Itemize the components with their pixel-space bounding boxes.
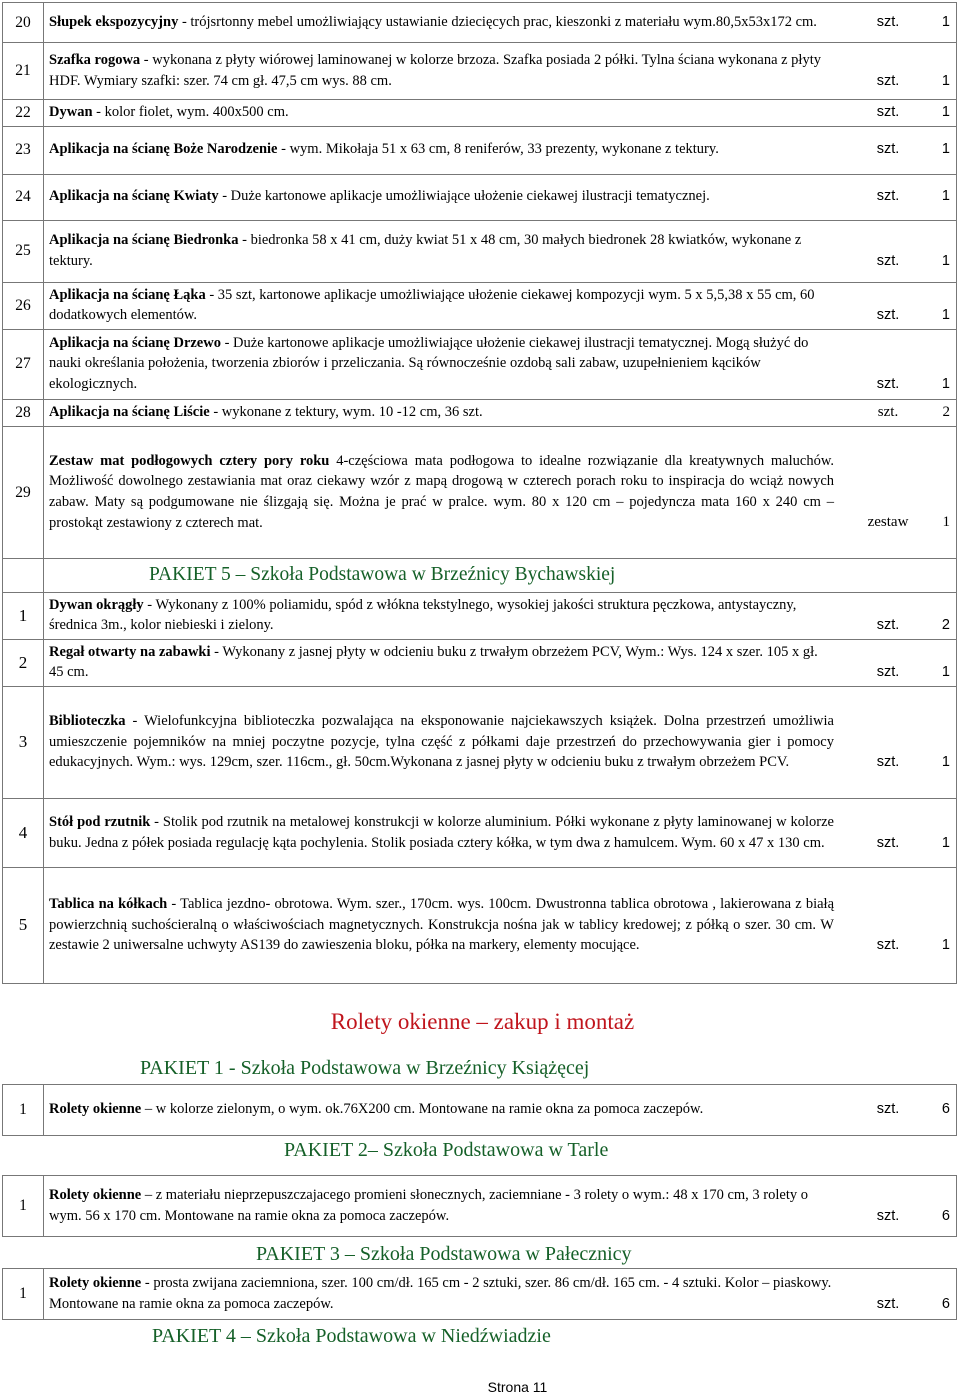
row-number: 28	[3, 399, 44, 426]
row-description	[44, 1269, 957, 1320]
unit: szt.	[876, 252, 900, 269]
row-number: 26	[3, 282, 44, 329]
item-text: – w kolorze zielonym, o wym. ok.76X200 cm. Montowane na ramie okna za pomoca zaczepów.	[141, 1101, 704, 1118]
item-text: - biedronka 58 x 41 cm, duży kwiat 51 x 48 cm, 30 małych biedronek 28 kwiatków, wykonane z tektury.	[49, 232, 802, 269]
unit: zestaw	[867, 513, 909, 530]
unit: szt.	[876, 72, 900, 89]
item-text: - prosta zwijana zaciemniona, szer. 100 cm/dł. 165 cm - 2 sztuki, szer. 86 cm/dł. 165 cm. - 4 sztuki. Kolor – piaskowy. Montowane na ramie okna za pomoca zaczepów.	[49, 1274, 832, 1312]
item-text: - Wykonany z 100% poliamidu, spód z włókna tekstylnego, wysokiej jakości struktura pęczkowa, antystayczny, średnica 3m., kolor niebieski i zielony.	[49, 596, 797, 634]
row-number: 20	[3, 3, 44, 43]
unit: szt.	[876, 1207, 900, 1224]
table-row	[3, 799, 957, 868]
item-name: Aplikacja na ścianę Kwiaty	[49, 188, 219, 205]
table-row	[3, 1176, 957, 1237]
row-number: 22	[3, 100, 44, 127]
item-name: Aplikacja na ścianę Łąka	[49, 286, 206, 303]
item-name: Aplikacja na ścianę Biedronka	[49, 232, 239, 248]
item-name: Dywan	[49, 104, 93, 120]
row-description	[44, 427, 957, 559]
item-text: - Duże kartonowe aplikacje umożliwiające ułożenie ciekawej ilustracji tematycznej.	[218, 188, 710, 205]
quantity: 1	[941, 104, 950, 120]
row-description	[44, 3, 957, 43]
quantity: 1	[941, 376, 950, 393]
pakiet3-title: PAKIET 3 – Szkoła Podstawowa w Pałecznicy	[256, 1243, 632, 1265]
row-number: 1	[3, 1269, 44, 1320]
item-name: Stół pod rzutnik	[49, 813, 151, 830]
quantity: 1	[941, 664, 950, 681]
unit: szt.	[877, 403, 899, 420]
item-text: - wykonana z płyty wiórowej laminowanej w kolorze brzoza. Szafka posiada 2 półki. Tylna ściana wykonana z płyty HDF. Wymiary szafki: szer. 74 cm gł. 47,5 cm wys. 88 cm.	[49, 51, 821, 89]
unit: szt.	[876, 664, 900, 681]
unit: szt.	[876, 307, 900, 324]
item-name: Biblioteczka	[49, 713, 126, 730]
quantity: 1	[941, 937, 950, 954]
unit: szt.	[876, 376, 900, 393]
row-description	[44, 799, 957, 868]
row-number: 1	[3, 1085, 44, 1136]
row-description	[44, 126, 957, 174]
item-text: - wykonane z tektury, wym. 10 -12 cm, 36 szt.	[209, 404, 483, 421]
row-description	[44, 868, 957, 984]
row-number: 1	[3, 592, 44, 639]
item-name: Szafka rogowa	[49, 51, 141, 68]
item-text: – z materiału nieprzepuszczajacego promieni słonecznych, zaciemniane - 3 rolety o wym.: 48 x 170 cm, 3 rolety o wym. 56 x 170 cm. Montowane na ramie okna za pomoca zaczepów.	[49, 1186, 808, 1224]
row-description	[44, 43, 957, 100]
table-row	[3, 427, 957, 559]
item-name: Rolety okienne	[49, 1274, 142, 1291]
unit: szt.	[876, 754, 900, 771]
table-row	[3, 282, 957, 329]
quantity: 1	[941, 834, 950, 851]
item-name: Słupek ekspozycyjny	[49, 13, 179, 30]
quantity: 1	[941, 72, 950, 89]
unit: szt.	[876, 1295, 900, 1312]
item-name: Tablica na kółkach	[49, 896, 168, 913]
page-number: Strona 11	[487, 1379, 548, 1395]
quantity: 6	[941, 1207, 950, 1224]
table-row	[3, 592, 957, 639]
unit: szt.	[876, 834, 900, 851]
pakiet4-title: PAKIET 4 – Szkoła Podstawowa w Niedźwiadzie	[152, 1325, 551, 1347]
quantity: 6	[941, 1295, 950, 1312]
row-description	[44, 1085, 957, 1136]
quantity: 2	[941, 617, 950, 634]
row-description	[44, 282, 957, 329]
item-name: Regał otwarty na zabawki	[49, 643, 211, 660]
row-description	[44, 1176, 957, 1237]
pakiet3-table	[2, 1268, 957, 1320]
item-text: - Stolik pod rzutnik na metalowej konstrukcji w kolorze aluminium. Półki wykonane z płyty laminowanej w kolorze buku. Jedna z półek posiada regulację kąta pochylenia. Stolik posiada cztery kółka, w tym dwa z hamulcem. Wym. 60 x 47 x 130 cm.	[49, 813, 834, 851]
row-description	[44, 174, 957, 220]
row-number: 21	[3, 43, 44, 100]
unit: szt.	[876, 13, 900, 30]
table-row	[3, 100, 957, 127]
row-number: 2	[3, 639, 44, 686]
unit: szt.	[876, 617, 900, 634]
empty-cell	[3, 559, 44, 593]
item-name: Rolety okienne	[49, 1186, 142, 1203]
pakiet1-table	[2, 1084, 957, 1136]
unit: szt.	[876, 937, 900, 954]
item-name: Rolety okienne	[49, 1101, 142, 1118]
quantity: 1	[942, 513, 950, 530]
row-description	[44, 592, 957, 639]
quantity: 1	[941, 252, 950, 269]
unit: szt.	[876, 104, 900, 120]
item-text: - kolor fiolet, wym. 400x500 cm.	[92, 104, 289, 120]
pakiet2-title: PAKIET 2– Szkoła Podstawowa w Tarle	[284, 1139, 609, 1161]
unit: szt.	[876, 141, 900, 158]
table-row	[3, 43, 957, 100]
quantity: 1	[941, 188, 950, 205]
item-text: - Wykonany z jasnej płyty w odcieniu buku z trwałym obrzeżem PCV, Wym.: Wys. 124 x szer. 105 x gł. 45 cm.	[49, 643, 818, 681]
row-number: 24	[3, 174, 44, 220]
quantity: 6	[941, 1101, 950, 1118]
unit: szt.	[876, 188, 900, 205]
item-name: Aplikacja na ścianę Boże Narodzenie	[49, 141, 278, 158]
quantity: 1	[941, 754, 950, 771]
row-description	[44, 100, 957, 127]
items-table	[2, 2, 957, 984]
table-row	[3, 1085, 957, 1136]
table-row	[3, 174, 957, 220]
item-name: Zestaw mat podłogowych cztery pory roku	[49, 452, 330, 469]
item-name: Dywan okrągły	[49, 596, 144, 613]
item-text: - Tablica jezdno- obrotowa. Wym. szer., 170cm. wys. 100cm. Dwustronna tablica obrotowa , lakierowana z białą powierzchnią suchościeralną o właściwościach magnetycznych. Konstrukcja nośna jak w tablicy kredowej; z półką o szer. 30 cm. W zestawie 2 uniwersalne uchwyty AS139 do zawieszenia bloku, półka na markery, elementy mocujące.	[49, 896, 835, 954]
quantity: 2	[942, 403, 950, 420]
table-row	[3, 329, 957, 399]
table-row	[3, 639, 957, 686]
pakiet1-title: PAKIET 1 - Szkoła Podstawowa w Brzeźnicy Książęcej	[140, 1057, 590, 1079]
row-number: 5	[3, 868, 44, 984]
pakiet5-title-cell	[44, 559, 957, 593]
row-number: 29	[3, 427, 44, 559]
table-row	[3, 868, 957, 984]
row-number: 1	[3, 1176, 44, 1237]
row-description	[44, 687, 957, 799]
pakiet5-title: PAKIET 5 – Szkoła Podstawowa w Brzeźnicy Bychawskiej	[149, 564, 616, 586]
item-text: - 35 szt, kartonowe aplikacje umożliwiające ułożenie ciekawej kompozycji wym. 5 x 5,5,38 x 55 cm, 60 dodatkowych elementów.	[49, 286, 815, 324]
row-description	[44, 220, 957, 282]
quantity: 1	[941, 141, 950, 158]
row-number: 3	[3, 687, 44, 799]
quantity: 1	[941, 13, 950, 30]
item-name: Aplikacja na ścianę Liście	[49, 404, 210, 421]
pakiet2-table	[2, 1175, 957, 1237]
item-name: Aplikacja na ścianę Drzewo	[49, 334, 221, 351]
quantity: 1	[941, 307, 950, 324]
row-description	[44, 329, 957, 399]
table-row	[3, 1269, 957, 1320]
item-text: - trójsrtonny mebel umożliwiający ustawianie dziecięcych prac, kieszonki z materiału wym.80,5x53x172 cm.	[178, 13, 817, 30]
table-row	[3, 220, 957, 282]
table-row	[3, 687, 957, 799]
row-description	[44, 639, 957, 686]
row-description	[44, 399, 957, 426]
item-text: - Duże kartonowe aplikacje umożliwiające ułożenie ciekawej ilustracji tematycznej. Mogą służyć do nauki określania położenia, tworzenia zbiorów i przeliczania. Są równocześnie ozdobą sali zabaw, uzupełnieniem kącików ekologicznych.	[49, 334, 809, 393]
table-row	[3, 3, 957, 43]
row-number: 25	[3, 220, 44, 282]
item-text: - wym. Mikołaja 51 x 63 cm, 8 reniferów, 33 prezenty, wykonane z tektury.	[277, 141, 719, 158]
row-number: 27	[3, 329, 44, 399]
item-text: 4-częściowa mata podłogowa to idealne rozwiązanie dla kreatywnych maluchów. Możliwość dowolnego zestawiania mat oraz ciekawy wzór z mapą drogową w czterech porach roku to inspiracja do wciąż nowych zabaw. Maty są podgumowane nie ślizgają się. Można je prać w pralce. wym. 80 x 120 cm – pojedyncza mata 160 x 240 cm – prostokąt zestawiony z czterech mat.	[49, 452, 834, 531]
table-row	[3, 399, 957, 426]
item-text: - Wielofunkcyjna biblioteczka pozwalająca na eksponowanie najciekawszych książek. Dolna przestrzeń umożliwia umieszczenie pojemników na mniej poczytne pozycje, tylna część z półkami daje przestrzeń do przechowywania gier i pomocy edukacyjnych. Wym.: wys. 129cm, szer. 116cm., gł. 50cm.Wykonana z jasnej płyty w odcieniu buku z trwałym obrzeżem PCV.	[49, 713, 834, 771]
unit: szt.	[876, 1101, 900, 1118]
row-number: 23	[3, 126, 44, 174]
pakiet5-title-row	[3, 559, 957, 593]
row-number: 4	[3, 799, 44, 868]
rolety-heading: Rolety okienne – zakup i montaż	[330, 1009, 635, 1034]
table-row	[3, 126, 957, 174]
